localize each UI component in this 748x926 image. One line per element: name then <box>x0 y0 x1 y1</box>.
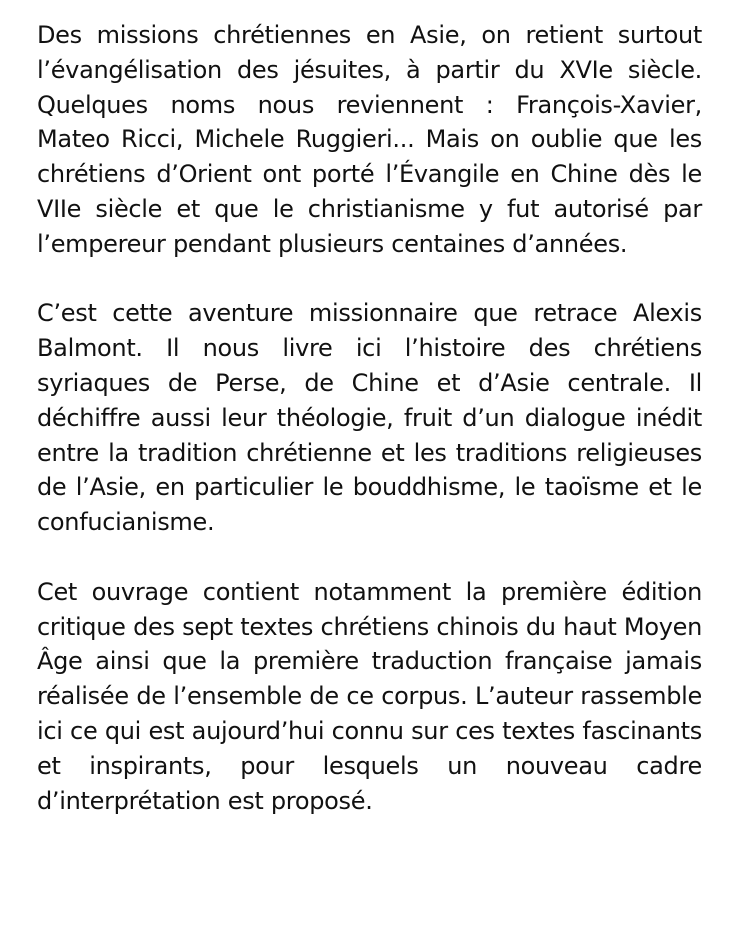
book-description <box>37 18 702 818</box>
paragraph-contents: Cet ouvrage contient notamment la première édition critique des sept textes chrétiens chinois du haut Moyen Âge ainsi que la première traduction française jamais réalisée de l’ensemble de ce corpus. L’auteur rassemble ici ce qui est aujourd’hui connu sur ces textes fascinants et inspirants, pour lesquels un nouveau cadre d’interprétation est proposé. <box>37 577 702 815</box>
paragraph-author: C’est cette aventure missionnaire que retrace Alexis Balmont. Il nous livre ici l’histoire des chrétiens syriaques de Perse, de Chine et d’Asie centrale. Il déchiffre aussi leur théologie, fruit d’un dialogue inédit entre la tradition chrétienne et les traditions religieuses de l’Asie, en particulier le bouddhisme, le taoïsme et le confucianisme. <box>37 299 702 537</box>
paragraph-intro: Des missions chrétiennes en Asie, on retient surtout l’évangélisation des jésuites, à partir du XVIe siècle. Quelques noms nous reviennent : François-Xavier, Mateo Ricci, Michele Ruggieri... Mais on oublie que les chrétiens d’Orient ont porté l’Évangile en Chine dès le VIIe siècle et que le christianisme y fut autorisé par l’empereur pendant plusieurs centaines d’années. <box>37 21 702 258</box>
